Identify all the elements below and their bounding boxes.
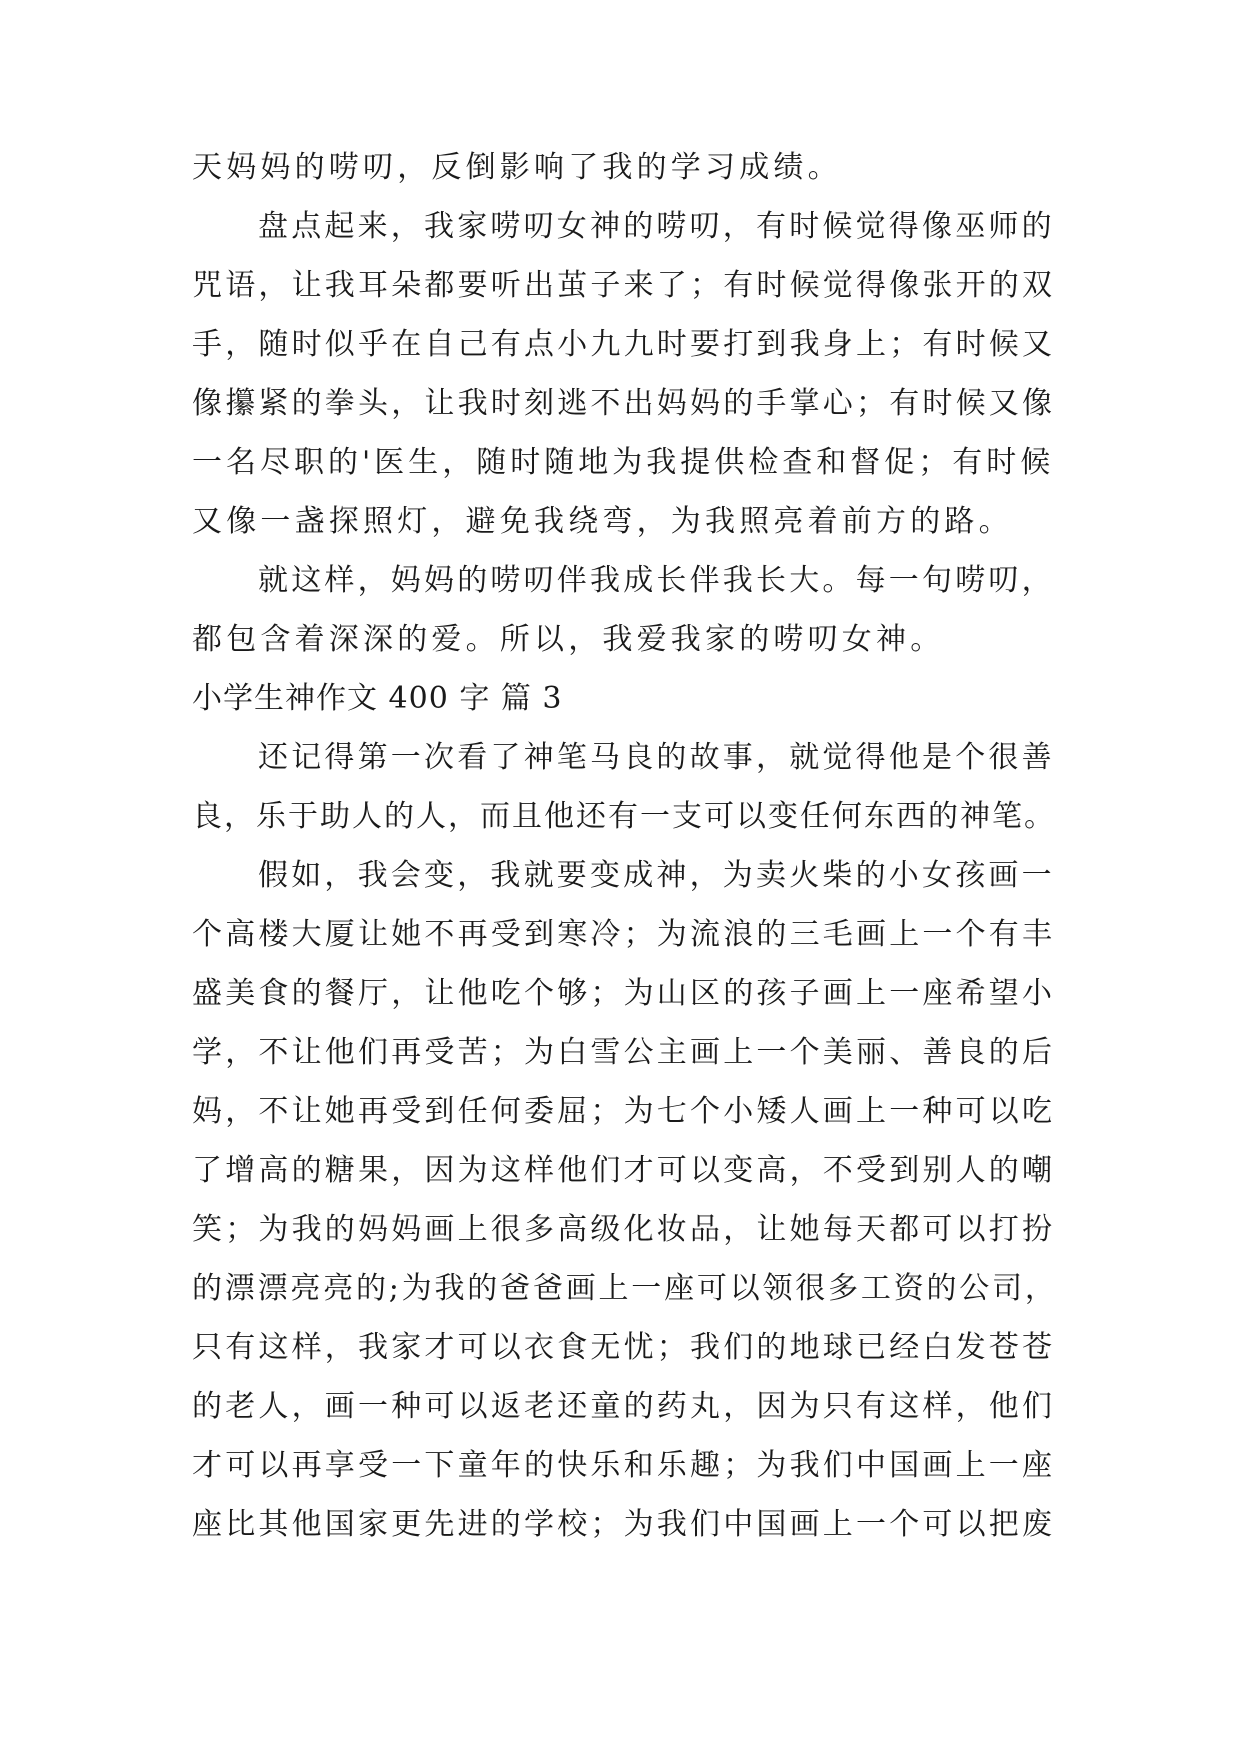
text-line: 个高楼大厦让她不再受到寒冷；为流浪的三毛画上一个有丰	[192, 917, 1056, 952]
text-line: 手，随时似乎在自己有点小九九时要打到我身上；有时候又	[192, 327, 1056, 362]
text-line: 咒语，让我耳朵都要听出茧子来了；有时候觉得像张开的双	[192, 268, 1056, 303]
paragraph-first-line: 就这样，妈妈的唠叨伴我成长伴我长大。每一句唠叨，	[258, 563, 1055, 598]
text-line: 像攥紧的拳头，让我时刻逃不出妈妈的手掌心；有时候又像	[192, 386, 1056, 421]
text-line: 才可以再享受一下童年的快乐和乐趣；为我们中国画上一座	[192, 1448, 1056, 1483]
text-line: 学，不让他们再受苦；为白雪公主画上一个美丽、善良的后	[192, 1035, 1056, 1070]
text-line: 都包含着深深的爱。所以，我爱我家的唠叨女神。	[192, 622, 945, 657]
paragraph-first-line: 假如，我会变，我就要变成神，为卖火柴的小女孩画一	[258, 858, 1055, 893]
text-line: 又像一盏探照灯，避免我绕弯，为我照亮着前方的路。	[192, 504, 1013, 539]
text-line: 笑；为我的妈妈画上很多高级化妆品，让她每天都可以打扮	[192, 1212, 1056, 1247]
text-line: 的老人，画一种可以返老还童的药丸，因为只有这样，他们	[192, 1389, 1056, 1424]
paragraph-first-line: 盘点起来，我家唠叨女神的唠叨，有时候觉得像巫师的	[258, 209, 1055, 244]
text-line: 只有这样，我家才可以衣食无忧；我们的地球已经白发苍苍	[192, 1330, 1056, 1365]
text-line: 了增高的糖果，因为这样他们才可以变高，不受到别人的嘲	[192, 1153, 1056, 1188]
paragraph-first-line: 还记得第一次看了神笔马良的故事，就觉得他是个很善	[258, 740, 1055, 775]
text-line: 妈，不让她再受到任何委屈；为七个小矮人画上一种可以吃	[192, 1094, 1056, 1129]
text-line: 的漂漂亮亮的;为我的爸爸画上一座可以领很多工资的公司，	[192, 1271, 1058, 1306]
text-line: 盛美食的餐厅，让他吃个够；为山区的孩子画上一座希望小	[192, 976, 1056, 1011]
text-line: 天妈妈的唠叨，反倒影响了我的学习成绩。	[192, 150, 842, 185]
section-heading: 小学生神作文 400 字 篇 3	[192, 681, 563, 716]
text-line: 座比其他国家更先进的学校；为我们中国画上一个可以把废	[192, 1507, 1056, 1542]
text-line: 一名尽职的'医生，随时随地为我提供检查和督促；有时候	[192, 445, 1055, 480]
text-line: 良，乐于助人的人，而且他还有一支可以变任何东西的神笔。	[192, 799, 1056, 834]
